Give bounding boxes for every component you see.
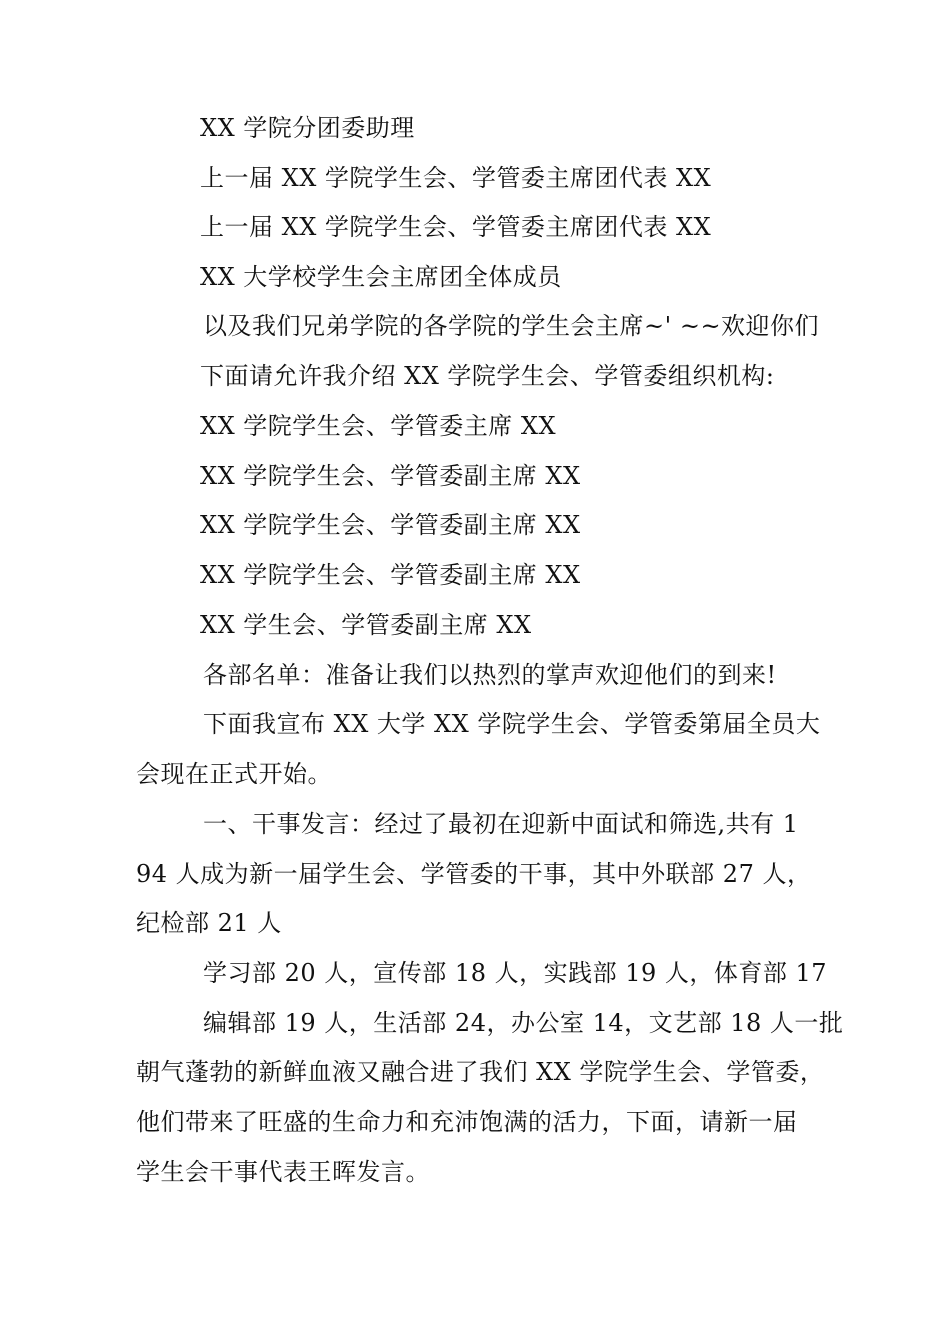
text-line: 上一届 XX 学院学生会、学管委主席团代表 XX [200,213,712,241]
text-line: 他们带来了旺盛的生命力和充沛饱满的活力，下面，请新一届 [136,1108,798,1136]
text-line: XX 学生会、学管委副主席 XX [200,611,532,639]
text-line: XX 学院学生会、学管委副主席 XX [200,561,581,589]
text-line: XX 学院分团委助理 [200,114,415,142]
text-line: 学生会干事代表王晖发言。 [136,1158,430,1186]
text-line: 朝气蓬勃的新鲜血液又融合进了我们 XX 学院学生会、学管委， [136,1058,825,1086]
text-line: 94 人成为新一届学生会、学管委的干事，其中外联部 27 人， [136,860,812,888]
text-line: 纪检部 21 人 [136,909,282,937]
text-line: XX 学院学生会、学管委主席 XX [200,412,557,440]
text-line: 下面请允许我介绍 XX 学院学生会、学管委组织机构: [200,362,775,390]
text-line: XX 学院学生会、学管委副主席 XX [200,462,581,490]
text-line: 会现在正式开始。 [136,760,332,788]
text-line: XX 大学校学生会主席团全体成员 [200,263,562,291]
text-line: 各部名单：准备让我们以热烈的掌声欢迎他们的到来! [203,661,777,689]
text-line: 学习部 20 人，宣传部 18 人，实践部 19 人，体育部 17 [203,959,828,987]
text-line: XX 学院学生会、学管委副主席 XX [200,511,581,539]
text-line: 一、干事发言：经过了最初在迎新中面试和筛选,共有 1 [203,810,799,838]
text-line: 下面我宣布 XX 大学 XX 学院学生会、学管委第届全员大 [203,710,821,738]
text-line: 以及我们兄弟学院的各学院的学生会主席~' ~~欢迎你们 [203,312,820,340]
text-line: 上一届 XX 学院学生会、学管委主席团代表 XX [200,164,712,192]
text-line: 编辑部 19 人，生活部 24，办公室 14，文艺部 18 人一批 [203,1009,844,1037]
